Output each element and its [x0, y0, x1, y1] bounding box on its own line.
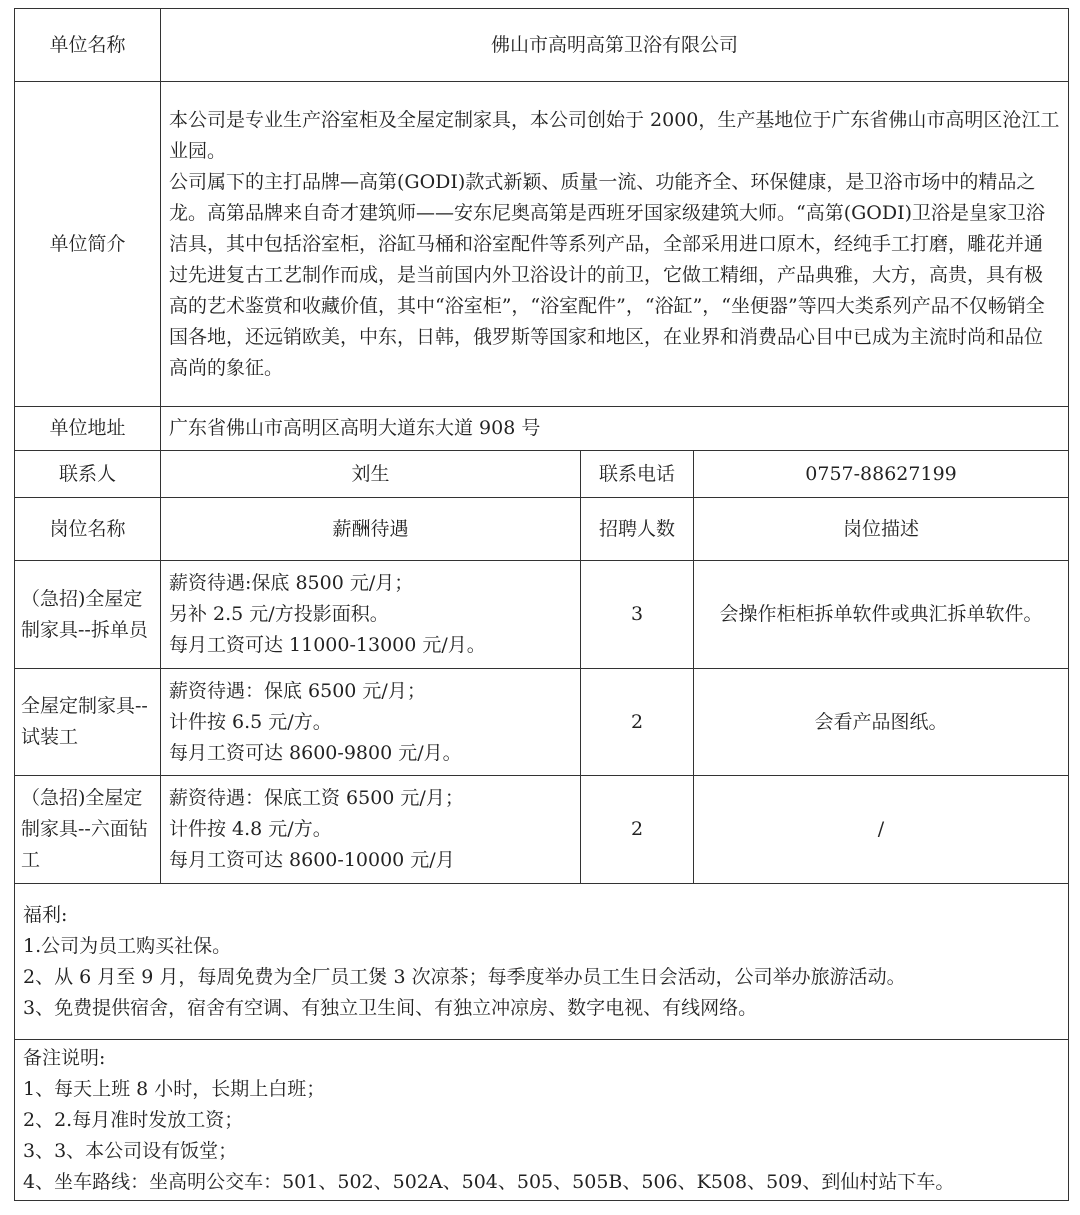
job-description: 会操作柜柜拆单软件或典汇拆单软件。 — [694, 561, 1069, 669]
company-intro — [161, 82, 1069, 407]
benefits-section — [15, 884, 1069, 1040]
benefits-row — [15, 884, 1069, 1040]
job-count: 2 — [581, 669, 694, 776]
header-count: 招聘人数 — [581, 498, 694, 561]
phone-label: 联系电话 — [581, 451, 694, 498]
job-row — [15, 561, 1069, 669]
header-position: 岗位名称 — [15, 498, 161, 561]
company-info-table — [14, 8, 1069, 1201]
job-count: 2 — [581, 776, 694, 884]
job-salary — [161, 776, 581, 884]
job-position: 全屋定制家具--试装工 — [15, 669, 161, 776]
job-row — [15, 669, 1069, 776]
job-position: （急招)全屋定制家具--拆单员 — [15, 561, 161, 669]
job-salary-text: 薪资待遇：保底 6500 元/月； 计件按 6.5 元/方。 每月工资可达 8600-9800 元/月。 — [169, 679, 462, 764]
job-position: （急招)全屋定制家具--六面钻工 — [15, 776, 161, 884]
company-name: 佛山市高明高第卫浴有限公司 — [161, 9, 1069, 82]
benefit-item: 3、免费提供宿舍，宿舍有空调、有独立卫生间、有独立冲凉房、数字电视、有线网络。 — [23, 996, 758, 1019]
company-name-row — [15, 9, 1069, 82]
job-salary-text: 薪资待遇:保底 8500 元/月； 另补 2.5 元/方投影面积。 每月工资可达 11000-13000 元/月。 — [169, 572, 486, 656]
job-salary-text: 薪资待遇：保底工资 6500 元/月； 计件按 4.8 元/方。 每月工资可达 8600-10000 元/月 — [169, 787, 464, 871]
note-item: 3、3、本公司设有饭堂； — [23, 1139, 238, 1162]
company-address-row — [15, 407, 1069, 451]
intro-paragraph-2: 公司属下的主打品牌—高第(GODI)款式新颖、质量一流、功能齐全、环保健康，是卫浴市场中的精品之龙。高第品牌来自奇才建筑师——安东尼奥高第是西班牙国家级建筑大师。“高第(GODI)卫浴是皇家卫浴洁具，其中包括浴室柜，浴缸马桶和浴室配件等系列产品，全部采用进口原木，经纯手工打磨，雕花并通过先进复古工艺制作而成，是当前国内外卫浴设计的前卫，它做工精细，产品典雅，大方，高贵，具有极高的艺术鉴赏和收藏价值，其中“浴室柜”，“浴室配件”，“浴缸”，“坐便器”等四大类系列产品不仅畅销全国各地，还远销欧美，中东，日韩，俄罗斯等国家和地区，在业界和消费品心目中已成为主流时尚和品位高尚的象征。 — [169, 170, 1046, 379]
header-salary: 薪酬待遇 — [161, 498, 581, 561]
note-item: 4、坐车路线：坐高明公交车：501、502、502A、504、505、505B、506、K508、509、到仙村站下车。 — [23, 1170, 955, 1193]
notes-row — [15, 1040, 1069, 1201]
note-item: 2、2.每月准时发放工资； — [23, 1108, 244, 1131]
notes-section — [15, 1040, 1069, 1201]
jobs-header-row — [15, 498, 1069, 561]
job-salary — [161, 561, 581, 669]
job-salary — [161, 669, 581, 776]
benefit-item: 1.公司为员工购买社保。 — [23, 934, 232, 957]
job-description: 会看产品图纸。 — [694, 669, 1069, 776]
note-item: 1、每天上班 8 小时，长期上白班； — [23, 1077, 326, 1100]
header-description: 岗位描述 — [694, 498, 1069, 561]
job-description: / — [694, 776, 1069, 884]
benefit-item: 2、从 6 月至 9 月，每周免费为全厂员工煲 3 次凉茶；每季度举办员工生日会活动，公司举办旅游活动。 — [23, 965, 906, 988]
intro-paragraph-1: 本公司是专业生产浴室柜及全屋定制家具，本公司创始于 2000，生产基地位于广东省佛山市高明区沧江工业园。 — [169, 108, 1060, 162]
contact-label: 联系人 — [15, 451, 161, 498]
job-count: 3 — [581, 561, 694, 669]
notes-title: 备注说明: — [23, 1046, 106, 1069]
company-intro-row — [15, 82, 1069, 407]
phone-number: 0757-88627199 — [694, 451, 1069, 498]
benefits-title: 福利: — [23, 903, 68, 926]
company-intro-label: 单位简介 — [15, 82, 161, 407]
contact-row — [15, 451, 1069, 498]
recruitment-sheet — [14, 8, 1068, 1200]
company-address-label: 单位地址 — [15, 407, 161, 451]
company-address: 广东省佛山市高明区高明大道东大道 908 号 — [161, 407, 1069, 451]
contact-name: 刘生 — [161, 451, 581, 498]
company-name-label: 单位名称 — [15, 9, 161, 82]
job-row — [15, 776, 1069, 884]
